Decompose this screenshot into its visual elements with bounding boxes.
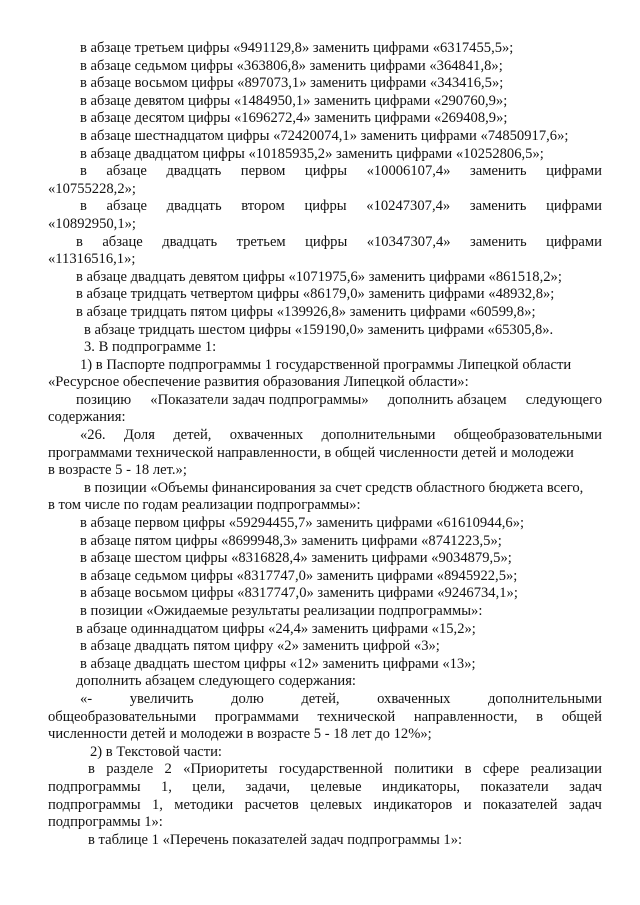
line-word: дополнительными (321, 427, 436, 444)
text-line: в том числе по годам реализации подпрограммы»: (48, 497, 361, 514)
line-word: 1, (160, 778, 172, 795)
line-word: методики (174, 796, 234, 813)
line-word: дополнить абзацем (387, 391, 507, 408)
justified-line (48, 709, 602, 727)
text-line: дополнить абзацем следующего содержания: (76, 673, 356, 690)
line-word: задачи, (245, 778, 291, 795)
line-word: 2 (164, 761, 172, 778)
line-word: «26. (80, 427, 106, 444)
line-word: цифры (304, 198, 347, 215)
line-word: в (76, 233, 83, 250)
line-word: показателей (482, 796, 558, 813)
justified-line (48, 198, 602, 216)
text-line: численности детей и молодежи в возрасте 5 - 18 лет до 12%»; (48, 726, 432, 743)
line-word: дополнительными (488, 690, 602, 707)
justified-line (48, 779, 602, 797)
line-word: долю (231, 690, 264, 707)
line-word: общеобразовательными (453, 427, 602, 444)
line-word: цифрами (546, 198, 602, 215)
line-word: в (88, 761, 95, 778)
section-heading: 3. В подпрограмме 1: (84, 339, 217, 356)
line-word: абзаце (102, 233, 143, 250)
justified-line (48, 234, 602, 252)
line-word: охваченных (377, 690, 451, 707)
line-word: третьем (236, 233, 286, 250)
line-word: общей (561, 708, 602, 725)
text-line: в абзаце девятом цифры «1484950,1» заменить цифрами «290760,9»; (80, 92, 508, 109)
line-word: целевые (310, 778, 362, 795)
line-word: первом (240, 163, 286, 180)
text-line: подпрограммы 1»: (48, 814, 163, 831)
line-word: детей, (301, 690, 340, 707)
text-line: в абзаце седьмом цифры «363806,8» заменить цифрами «364841,8»; (80, 57, 503, 74)
justified-line (48, 797, 602, 815)
line-word: цифры (305, 233, 348, 250)
text-line: в абзаце тридцать пятом цифры «139926,8» заменить цифрами «60599,8»; (76, 303, 536, 320)
line-word: втором (241, 198, 285, 215)
text-line: в абзаце восьмом цифры «897073,1» заменить цифрами «343416,5»; (80, 75, 504, 92)
line-word: детей, (173, 427, 212, 444)
line-word: «- (80, 690, 93, 707)
text-line: содержания: (48, 409, 126, 426)
line-word: абзаце (106, 163, 147, 180)
line-word: целевых (310, 796, 363, 813)
line-word: индикаторы, (382, 778, 461, 795)
text-line: «10755228,2»; (48, 180, 136, 197)
line-word: двадцать (166, 163, 222, 180)
line-word: государственной (278, 761, 383, 778)
line-word: «10347307,4» (366, 233, 451, 250)
text-line: в абзаце шестнадцатом цифры «72420074,1» заменить цифрами «74850917,6»; (80, 127, 569, 144)
text-line: в абзаце первом цифры «59294455,7» заменить цифрами «61610944,6»; (80, 515, 525, 532)
line-word: в (464, 761, 472, 778)
text-line: в абзаце восьмом цифры «8317747,0» заменить цифрами «9246734,1»; (80, 585, 518, 602)
line-word: следующего (525, 391, 602, 408)
line-word: двадцать (166, 198, 222, 215)
line-word: сфере (482, 761, 520, 778)
text-line: в абзаце тридцать четвертом цифры «86179,0» заменить цифрами «48932,8»; (76, 286, 555, 303)
line-word: цифры (304, 163, 348, 180)
text-line: в абзаце двадцать девятом цифры «1071975,6» заменить цифрами «861518,2»; (76, 268, 562, 285)
text-line: в возрасте 5 - 18 лет.»; (48, 462, 187, 479)
line-word: реализации (530, 761, 602, 778)
line-word: цифрами (546, 233, 602, 250)
line-word: «10247307,4» (366, 198, 451, 215)
text-line: в позиции «Объемы финансирования за счет средств областного бюджета всего, (84, 479, 584, 496)
line-word: 1, (151, 796, 163, 813)
line-word: разделе (106, 761, 154, 778)
text-line: в абзаце пятом цифры «8699948,3» заменить цифрами «8741223,5»; (80, 532, 502, 549)
line-word: «10006107,4» (366, 163, 451, 180)
line-word: позицию (76, 391, 132, 408)
line-word: двадцать (162, 233, 218, 250)
text-line: 1) в Паспорте подпрограммы 1 государственной программы Липецкой области (80, 356, 572, 373)
text-line: в таблице 1 «Перечень показателей задач подпрограммы 1»: (88, 831, 463, 848)
line-word: в (80, 163, 87, 180)
line-word: подпрограммы (48, 796, 141, 813)
line-word: заменить (469, 198, 527, 215)
line-word: программами (214, 708, 299, 725)
justified-line (48, 163, 602, 181)
line-word: заменить (470, 233, 527, 250)
line-word: цифрами (546, 163, 602, 180)
justified-line (48, 691, 602, 709)
line-word: индикаторов (373, 796, 453, 813)
text-line: «11316516,1»; (48, 251, 136, 268)
text-line: в абзаце двадцатом цифры «10185935,2» заменить цифрами «10252806,5»; (80, 145, 544, 162)
line-word: охваченных (229, 427, 304, 444)
document-page (48, 40, 602, 849)
line-word: в (80, 198, 87, 215)
line-word: в (536, 708, 544, 725)
text-line: в абзаце двадцать шестом цифры «12» заменить цифрами «13»; (80, 655, 476, 672)
line-word: подпрограммы (48, 778, 141, 795)
justified-line (48, 427, 602, 445)
line-word: задач (569, 796, 602, 813)
text-line: «10892950,1»; (48, 215, 136, 232)
line-word: направленности, (413, 708, 518, 725)
justified-line (48, 761, 602, 779)
text-line: в абзаце шестом цифры «8316828,4» заменить цифрами «9034879,5»; (80, 550, 512, 567)
text-line: в абзаце тридцать шестом цифры «159190,0» заменить цифрами «65305,8». (84, 321, 554, 338)
text-line: 2) в Текстовой части: (90, 743, 222, 760)
line-word: показатели (480, 778, 549, 795)
line-word: «Показатели задач подпрограммы» (150, 391, 369, 408)
line-word: расчетов (244, 796, 299, 813)
line-word: технической (317, 708, 396, 725)
text-line: в абзаце седьмом цифры «8317747,0» заменить цифрами «8945922,5»; (80, 567, 518, 584)
line-word: увеличить (129, 690, 194, 707)
line-word: и (463, 796, 472, 813)
text-line: в абзаце одиннадцатом цифры «24,4» заменить цифрами «15,2»; (76, 620, 476, 637)
line-word: общеобразовательными (48, 708, 197, 725)
text-line: программами технической направленности, в общей численности детей и молодежи (48, 444, 574, 461)
line-word: цели, (192, 778, 226, 795)
line-word: задач (569, 778, 602, 795)
text-line: в абзаце десятом цифры «1696272,4» заменить цифрами «269408,9»; (80, 110, 508, 127)
text-line: в позиции «Ожидаемые результаты реализации подпрограммы»: (80, 603, 483, 619)
line-word: политики (394, 761, 454, 778)
line-word: «Приоритеты (183, 761, 268, 778)
text-line: в абзаце третьем цифры «9491129,8» заменить цифрами «6317455,5»; (80, 40, 514, 56)
line-word: абзаце (106, 198, 147, 215)
text-line: «Ресурсное обеспечение развития образования Липецкой области»: (48, 374, 469, 391)
justified-line (48, 392, 602, 410)
text-line: в абзаце двадцать пятом цифру «2» заменить цифрой «3»; (80, 638, 440, 655)
line-word: заменить (469, 163, 527, 180)
line-word: Доля (123, 427, 155, 444)
